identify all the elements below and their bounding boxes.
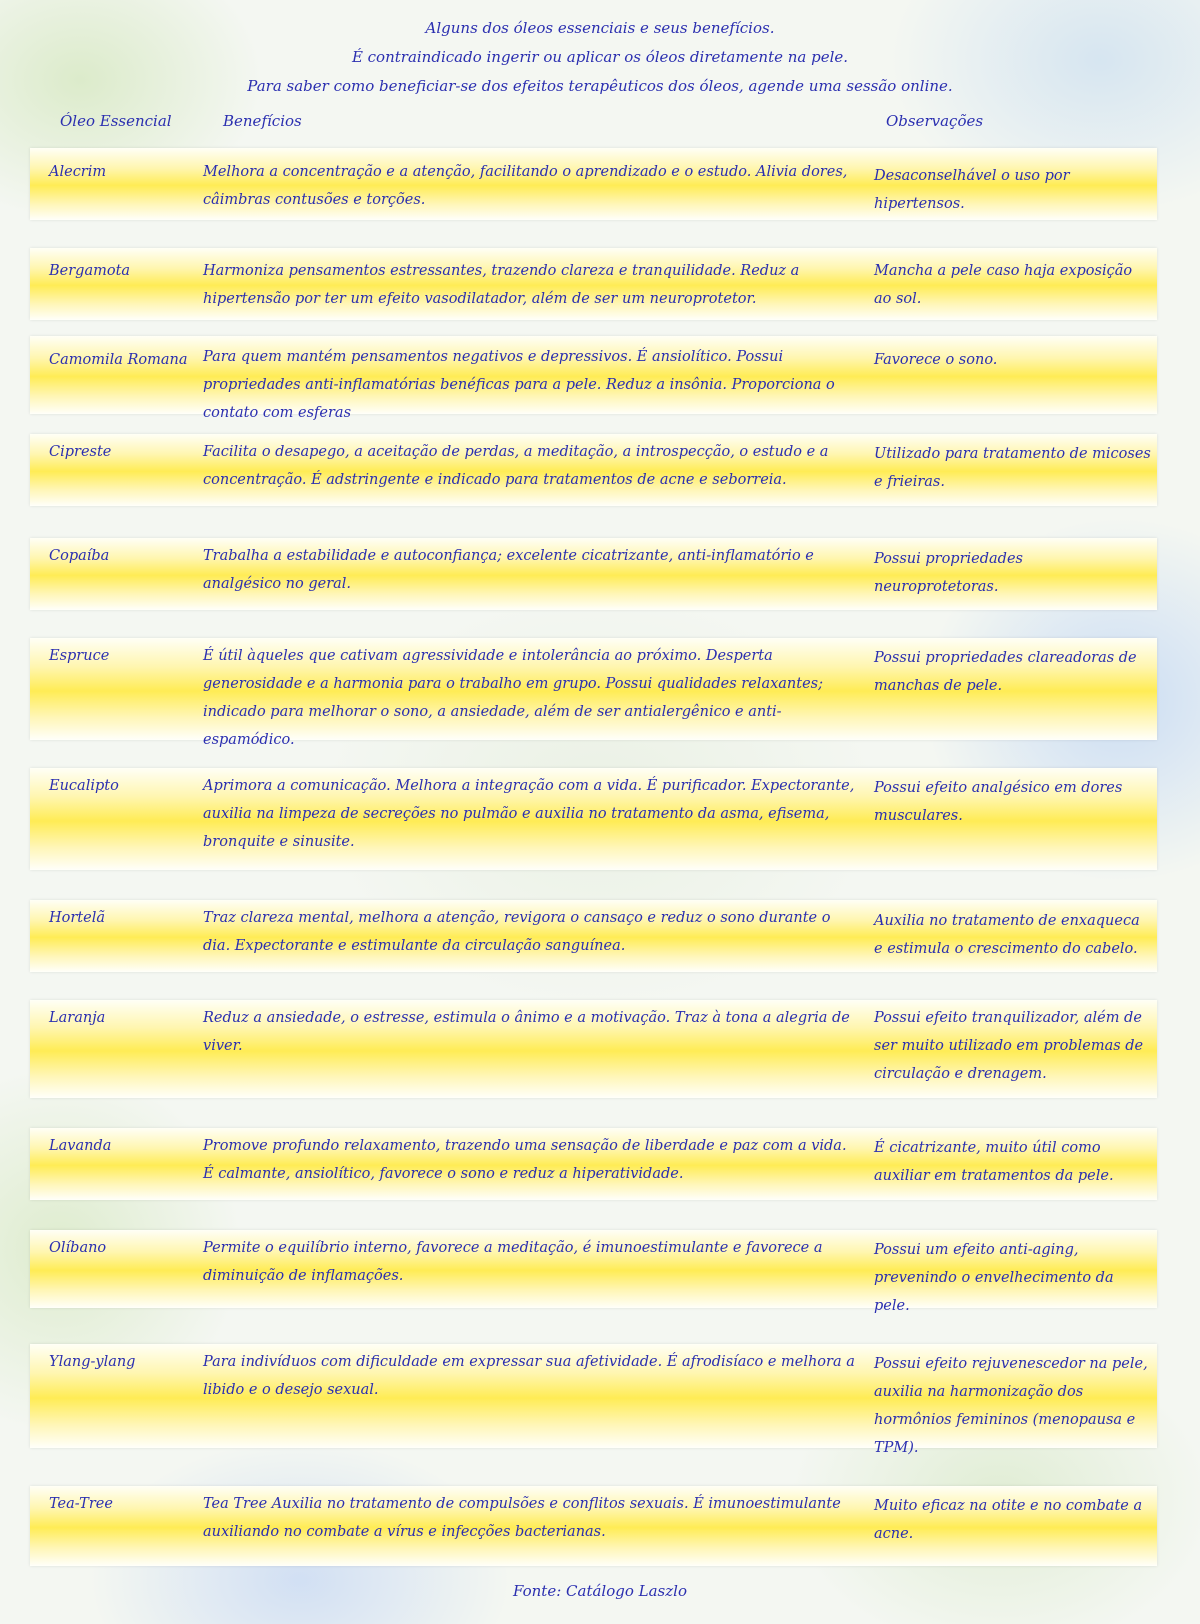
table-row	[30, 148, 1157, 220]
oil-notes: Mancha a pele caso haja exposição ao sol.	[874, 263, 1133, 307]
table-row	[30, 768, 1157, 870]
column-header-name: Óleo Essencial	[60, 112, 172, 130]
oil-notes: Favorece o sono.	[874, 352, 998, 368]
oil-name: Cipreste	[49, 444, 112, 460]
oil-name: Bergamota	[49, 263, 131, 279]
table-row	[30, 1000, 1157, 1098]
oil-notes: É cicatrizante, muito útil como auxiliar em tratamentos da pele.	[874, 1140, 1114, 1184]
header-warning: É contraindicado ingerir ou aplicar os óleos diretamente na pele.	[351, 48, 849, 66]
oil-benefits: Tea Tree Auxilia no tratamento de compulsões e conflitos sexuais. É imunoestimulante auxiliando no combate a vírus e infecções bacterianas.	[203, 1496, 841, 1540]
column-header-notes: Observações	[886, 112, 984, 130]
oil-notes: Muito eficaz na otite e no combate a acne.	[874, 1498, 1143, 1542]
oil-benefits: Harmoniza pensamentos estressantes, trazendo clareza e tranquilidade. Reduz a hipertensão por ter um efeito vasodilatador, além de ser um neuroprotetor.	[203, 263, 800, 307]
column-headers	[0, 112, 1200, 138]
table-row	[30, 248, 1157, 320]
oil-benefits: Promove profundo relaxamento, trazendo uma sensação de liberdade e paz com a vida. É calmante, ansiolítico, favorece o sono e reduz a hiperatividade.	[203, 1138, 847, 1182]
table-row	[30, 538, 1157, 610]
oil-name: Alecrim	[49, 164, 107, 180]
oil-notes: Desaconselhável o uso por hipertensos.	[874, 168, 1070, 212]
page-header	[0, 14, 1200, 101]
oil-name: Camomila Romana	[49, 352, 188, 368]
oil-benefits: É útil àqueles que cativam agressividade e intolerância ao próximo. Desperta generosidade e a harmonia para o trabalho em grupo. Possui qualidades relaxantes; indicado para melhorar o sono, a ansiedade, além de ser antialergênico e anti-espamódico.	[203, 648, 823, 748]
column-header-benefits: Benefícios	[223, 112, 302, 130]
oil-name: Hortelã	[49, 910, 105, 926]
oil-notes: Possui efeito analgésico em dores musculares.	[874, 780, 1123, 824]
oil-name: Espruce	[49, 648, 110, 664]
table-row	[30, 1344, 1157, 1456]
oil-benefits: Reduz a ansiedade, o estresse, estimula o ânimo e a motivação. Traz à tona a alegria de viver.	[203, 1010, 850, 1054]
source-footer: Fonte: Catálogo Laszlo	[513, 1582, 687, 1600]
oil-notes: Possui propriedades clareadoras de manchas de pele.	[874, 650, 1137, 694]
oil-name: Olíbano	[49, 1240, 107, 1256]
table-row	[30, 1128, 1157, 1200]
oil-notes: Possui efeito rejuvenescedor na pele, auxilia na harmonização dos hormônios femininos (menopausa e TPM).	[874, 1356, 1148, 1456]
oil-name: Ylang-ylang	[49, 1354, 136, 1370]
table-row	[30, 336, 1157, 421]
table-row	[30, 434, 1157, 506]
oil-benefits: Melhora a concentração e a atenção, facilitando o aprendizado e o estudo. Alivia dores, câimbras contusões e torções.	[203, 164, 848, 208]
oil-benefits: Facilita o desapego, a aceitação de perdas, a meditação, a introspecção, o estudo e a concentração. É adstringente e indicado para tratamentos de acne e seborreia.	[203, 444, 829, 488]
table-row	[30, 638, 1157, 748]
table-row	[30, 1486, 1157, 1566]
oil-notes: Possui propriedades neuroprotetoras.	[874, 551, 1023, 595]
oil-benefits: Para indivíduos com dificuldade em expressar sua afetividade. É afrodisíaco e melhora a libido e o desejo sexual.	[203, 1354, 855, 1398]
oil-benefits: Para quem mantém pensamentos negativos e depressivos. É ansiolítico. Possui propriedades anti-inflamatórias benéficas para a pele. Reduz a insônia. Proporciona o contato com esferas	[203, 349, 835, 421]
oil-name: Laranja	[49, 1010, 106, 1026]
header-title: Alguns dos óleos essenciais e seus benefícios.	[425, 19, 775, 37]
oil-notes: Possui um efeito anti-aging, prevenindo o envelhecimento da pele.	[874, 1242, 1114, 1314]
table-row	[30, 900, 1157, 972]
oil-notes: Utilizado para tratamento de micoses e frieiras.	[874, 446, 1151, 490]
oil-name: Tea-Tree	[49, 1496, 113, 1512]
oil-benefits: Traz clareza mental, melhora a atenção, revigora o cansaço e reduz o sono durante o dia. Expectorante e estimulante da circulação sanguínea.	[203, 910, 831, 954]
oil-name: Lavanda	[49, 1138, 112, 1154]
oil-notes: Auxilia no tratamento de enxaqueca e estimula o crescimento do cabelo.	[874, 913, 1140, 957]
oil-name: Copaíba	[49, 548, 110, 564]
oil-benefits: Permite o equilíbrio interno, favorece a meditação, é imunoestimulante e favorece a diminuição de inflamações.	[203, 1240, 823, 1284]
oil-benefits: Aprimora a comunicação. Melhora a integração com a vida. É purificador. Expectorante, auxilia na limpeza de secreções no pulmão e auxilia no tratamento da asma, efisema, bronquite e sinusite.	[203, 778, 855, 850]
oil-notes: Possui efeito tranquilizador, além de ser muito utilizado em problemas de circulação e drenagem.	[874, 1010, 1144, 1082]
table-row	[30, 1230, 1157, 1314]
oil-benefits: Trabalha a estabilidade e autoconfiança; excelente cicatrizante, anti-inflamatório e analgésico no geral.	[203, 548, 814, 592]
header-invitation: Para saber como beneficiar-se dos efeitos terapêuticos dos óleos, agende uma sessão online.	[247, 77, 953, 95]
oil-name: Eucalipto	[49, 778, 119, 794]
